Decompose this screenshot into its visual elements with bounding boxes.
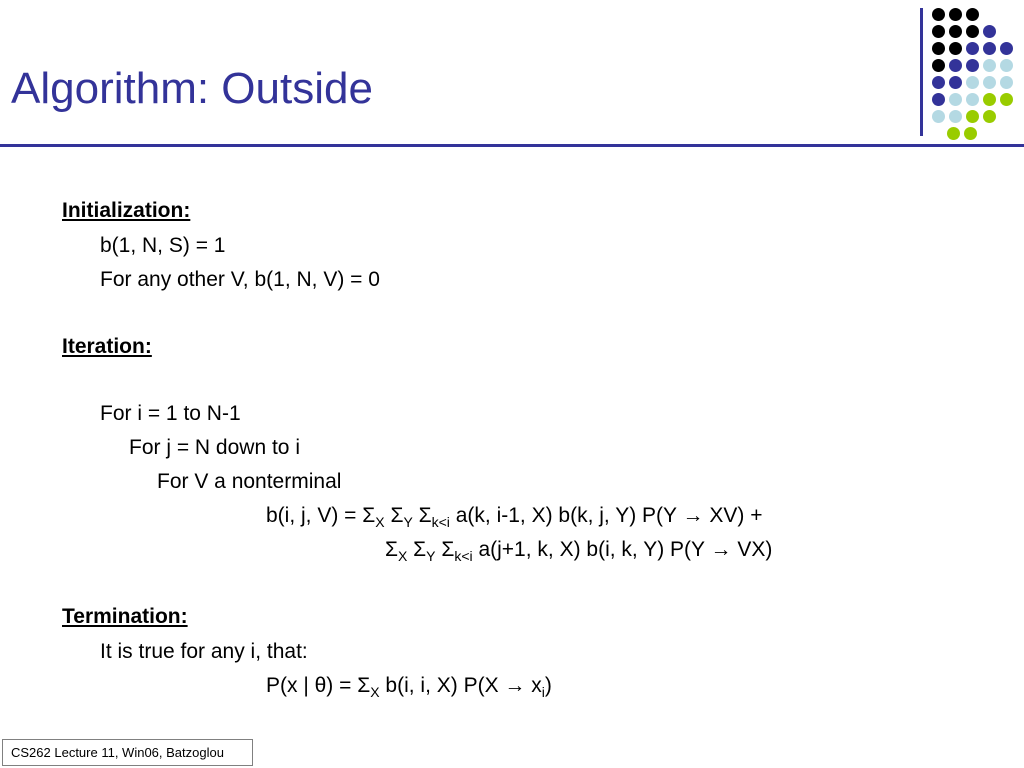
decor-dot [966, 8, 979, 21]
term-eq-lhs: P(x | θ) = [266, 674, 358, 697]
recurrence-line-1 [266, 503, 762, 529]
eq1-sum-y-index: Y [403, 514, 413, 530]
term-eq-close: ) [544, 674, 552, 697]
decor-dot [949, 93, 962, 106]
decor-dot [949, 76, 962, 89]
decor-dot [949, 8, 962, 21]
eq1-sum-x-symbol: Σ [362, 504, 376, 527]
eq2-sum-x-symbol: Σ [385, 538, 398, 561]
decor-dot [1000, 93, 1013, 106]
decor-dot [932, 42, 945, 55]
decor-dot [983, 59, 996, 72]
decor-dot [949, 110, 962, 123]
term-eq-sum-symbol: Σ [357, 674, 371, 697]
decor-dot [932, 110, 945, 123]
slide-title: Algorithm: Outside [11, 64, 373, 113]
footer-caption: CS262 Lecture 11, Win06, Batzoglou [2, 739, 253, 766]
decor-dot [966, 25, 979, 38]
decor-dot [947, 127, 960, 140]
recurrence-line-2 [385, 537, 772, 563]
vertical-rule [920, 8, 923, 136]
decor-dot [966, 110, 979, 123]
eq2-terms: a(j+1, k, X) b(i, k, Y) P(Y → VX) [472, 538, 773, 561]
eq2-sum-k-symbol: Σ [441, 538, 455, 561]
decor-dot [983, 93, 996, 106]
decor-dot [1000, 76, 1013, 89]
eq1-lhs: b(i, j, V) = [266, 504, 363, 527]
decor-dot [966, 93, 979, 106]
termination-heading: Termination: [62, 605, 188, 628]
decor-dot [966, 59, 979, 72]
decor-dot [983, 42, 996, 55]
title-rule [0, 144, 1024, 147]
decor-dot [932, 59, 945, 72]
decor-dot [1000, 42, 1013, 55]
eq2-sum-k-index: k<i [454, 548, 473, 564]
decor-dot [932, 25, 945, 38]
initialization-heading: Initialization: [62, 199, 191, 222]
iteration-heading: Iteration: [62, 335, 152, 358]
decor-dot [1000, 59, 1013, 72]
eq1-sum-k-symbol: Σ [418, 504, 432, 527]
eq2-sum-y-symbol: Σ [413, 538, 427, 561]
decor-dot [983, 110, 996, 123]
decor-dot [966, 42, 979, 55]
eq2-sum-x-index: X [397, 548, 408, 564]
termination-equation [266, 673, 552, 699]
termination-line-1: It is true for any i, that: [100, 640, 308, 663]
term-eq-terms: b(i, i, X) P(X → x [379, 674, 542, 697]
eq1-sum-y-symbol: Σ [390, 504, 404, 527]
decor-dot [949, 42, 962, 55]
loop-j: For j = N down to i [129, 436, 300, 459]
decor-dot [949, 59, 962, 72]
term-eq-subscript-i: i [541, 684, 545, 700]
loop-i: For i = 1 to N-1 [100, 402, 241, 425]
decor-dot [964, 127, 977, 140]
decor-dot [949, 25, 962, 38]
eq1-sum-x-index: X [375, 514, 385, 530]
decor-dot [983, 25, 996, 38]
init-line-2: For any other V, b(1, N, V) = 0 [100, 268, 380, 291]
eq1-terms: a(k, i-1, X) b(k, j, Y) P(Y → XV) + [449, 504, 763, 527]
decor-dot [932, 76, 945, 89]
eq2-sum-y-index: Y [426, 548, 436, 564]
init-line-1: b(1, N, S) = 1 [100, 234, 226, 257]
decor-dot [966, 76, 979, 89]
decor-dot [932, 8, 945, 21]
decor-dot [983, 76, 996, 89]
decor-dot [932, 93, 945, 106]
term-eq-sum-index: X [370, 684, 380, 700]
eq1-sum-k-index: k<i [431, 514, 450, 530]
loop-v: For V a nonterminal [157, 470, 342, 493]
